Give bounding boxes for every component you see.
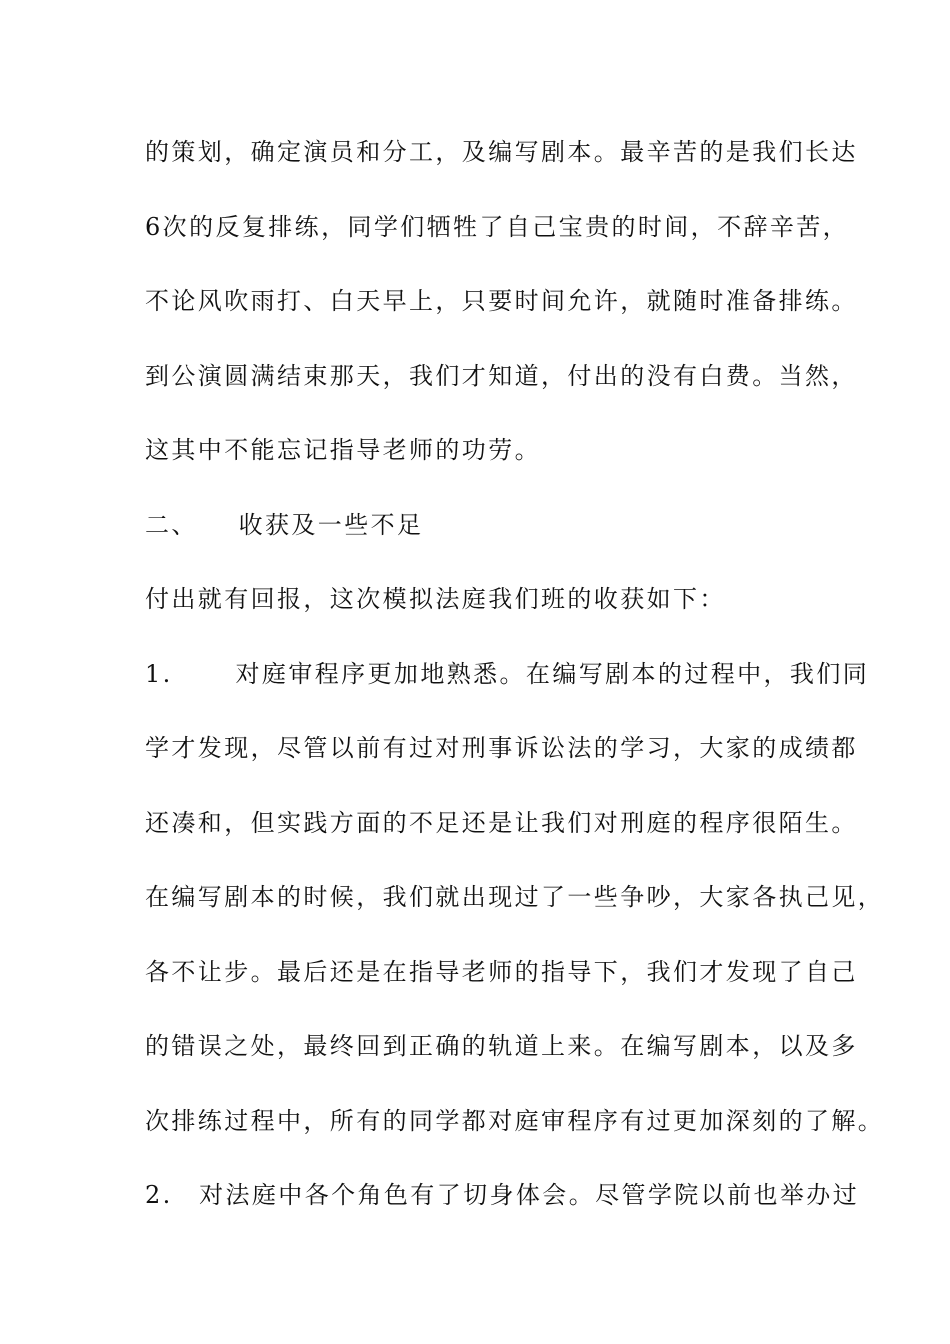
paragraph-line: 还凑和，但实践方面的不足还是让我们对刑庭的程序很陌生。 [145, 809, 858, 837]
list-item-line: 1. 对庭审程序更加地熟悉。在编写剧本的过程中，我们同 [145, 660, 870, 688]
paragraph-line: 的错误之处，最终回到正确的轨道上来。在编写剧本，以及多 [145, 1032, 858, 1060]
paragraph-line: 到公演圆满结束那天，我们才知道，付出的没有白费。当然， [145, 362, 858, 390]
paragraph-line: 6次的反复排练，同学们牺牲了自己宝贵的时间，不辞辛苦， [145, 213, 850, 241]
paragraph-line: 次排练过程中，所有的同学都对庭审程序有过更加深刻的了解。 [145, 1107, 885, 1135]
section-heading: 二、 收获及一些不足 [145, 511, 424, 539]
paragraph-line: 不论风吹雨打、白天早上，只要时间允许，就随时准备排练。 [145, 287, 858, 315]
paragraph-line: 付出就有回报，这次模拟法庭我们班的收获如下： [145, 585, 726, 613]
list-item-line: 2. 对法庭中各个角色有了切身体会。尽管学院以前也举办过 [145, 1181, 860, 1209]
paragraph-line: 各不让步。最后还是在指导老师的指导下，我们才发现了自己 [145, 958, 858, 986]
paragraph-line: 的策划，确定演员和分工，及编写剧本。最辛苦的是我们长达 [145, 138, 858, 166]
paragraph-line: 在编写剧本的时候，我们就出现过了一些争吵，大家各执己见， [145, 883, 885, 911]
paragraph-line: 学才发现，尽管以前有过对刑事诉讼法的学习，大家的成绩都 [145, 734, 858, 762]
paragraph-line: 这其中不能忘记指导老师的功劳。 [145, 436, 541, 464]
